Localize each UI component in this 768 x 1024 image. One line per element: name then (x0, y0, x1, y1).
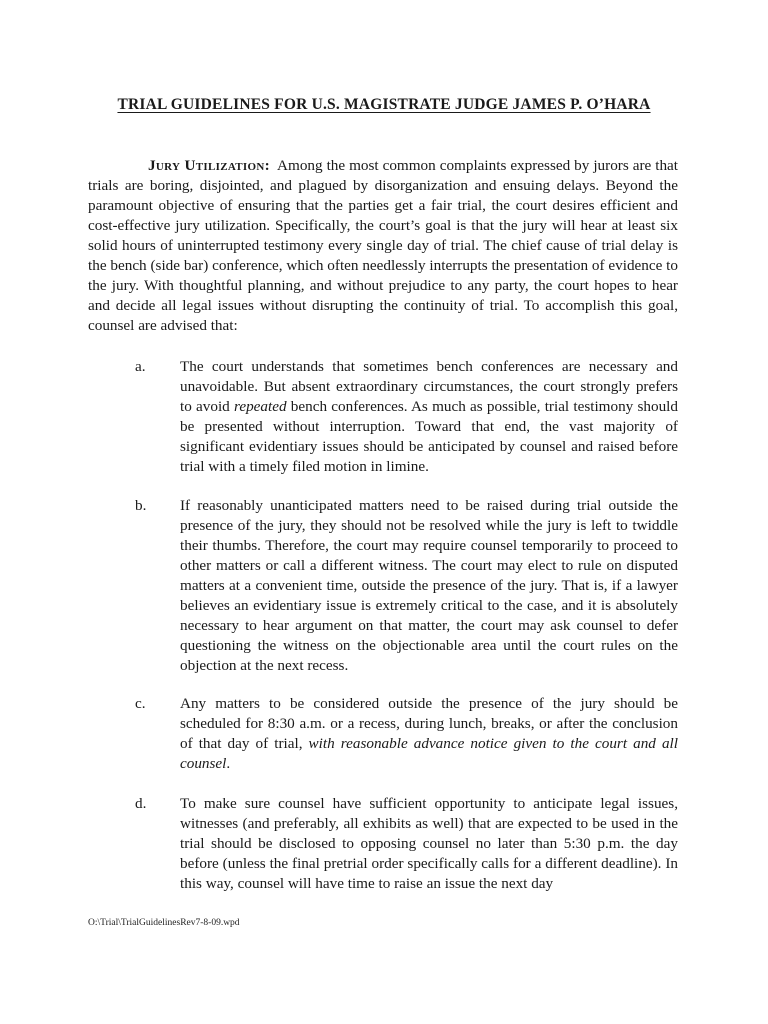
list-item-text (180, 357, 678, 477)
list-item-text-part: bench conferences. As much as possible, trial testimony should be presented without interruption. Toward that end, the vast majority of significant evidentiary issues should be anticipated by counsel and raised before trial with a timely filed motion in limine. (180, 398, 678, 475)
document-title-text: TRIAL GUIDELINES FOR U.S. MAGISTRATE JUDGE JAMES P. O’HARA (117, 96, 651, 113)
section-heading: Jury Utilization: (148, 157, 270, 174)
footer-file-path: O:\Trial\TrialGuidelinesRev7-8-09.wpd (88, 918, 240, 928)
list-item-text: To make sure counsel have sufficient opportunity to anticipate legal issues, witnesses (and preferably, all exhibits as well) that are expected to be used in the trial should be disclosed to opposing counsel no later than 5:30 p.m. the day before (unless the final pretrial order specifically calls for a different deadline). In this way, counsel will have time to raise an issue the next day (180, 795, 678, 892)
list-item-text-part: . (226, 755, 231, 772)
list-item-text-part: The court understands that sometimes bench conferences are necessary and unavoidable. But absent extraordinary circumstances, the court strongly prefers to avoid (180, 358, 678, 415)
list-item-a (88, 357, 678, 477)
list-item-b (88, 496, 678, 676)
list-item-d (88, 794, 678, 894)
emphasis-text: repeated (234, 398, 287, 415)
list-item-marker: c. (135, 695, 146, 712)
list-item-text-part: Any matters to be considered outside the presence of the jury should be scheduled for 8:30 a.m. or a recess, during lunch, breaks, or after the conclusion of that day of trial, (180, 695, 678, 752)
list-item-c (88, 694, 678, 774)
intro-text: Among the most common complaints expressed by jurors are that trials are boring, disjointed, and plagued by disorganization and ensuing delays. Beyond the paramount objective of ensuring that the parties get a fair trial, the court desires efficient and cost-effective jury utilization. Specifically, the court’s goal is that the jury will hear at least six solid hours of uninterrupted testimony every single day of trial. The chief cause of trial delay is the bench (side bar) conference, which often needlessly interrupts the presentation of evidence to the jury. With thoughtful planning, and without prejudice to any party, the court hopes to hear and decide all legal issues without disrupting the continuity of trial. To accomplish this goal, counsel are advised that: (88, 157, 678, 334)
list-item-text (180, 694, 678, 774)
intro-paragraph (88, 156, 678, 336)
list-item-marker: a. (135, 358, 146, 375)
emphasis-text: with reasonable advance notice given to the court and all counsel (180, 735, 678, 772)
document-title (0, 96, 768, 114)
list-item-marker: b. (135, 497, 147, 514)
list-item-marker: d. (135, 795, 147, 812)
list-item-text: If reasonably unanticipated matters need to be raised during trial outside the presence of the jury, they should not be resolved while the jury is left to twiddle their thumbs. Therefore, the court may require counsel temporarily to proceed to other matters or call a different witness. The court may elect to rule on disputed matters at a convenient time, outside the presence of the jury. That is, if a lawyer believes an evidentiary issue is extremely critical to the case, and it is absolutely necessary to hear argument on that matter, the court may ask counsel to defer questioning the witness on the objectionable area until the court rules on the objection at the next recess. (180, 497, 678, 674)
